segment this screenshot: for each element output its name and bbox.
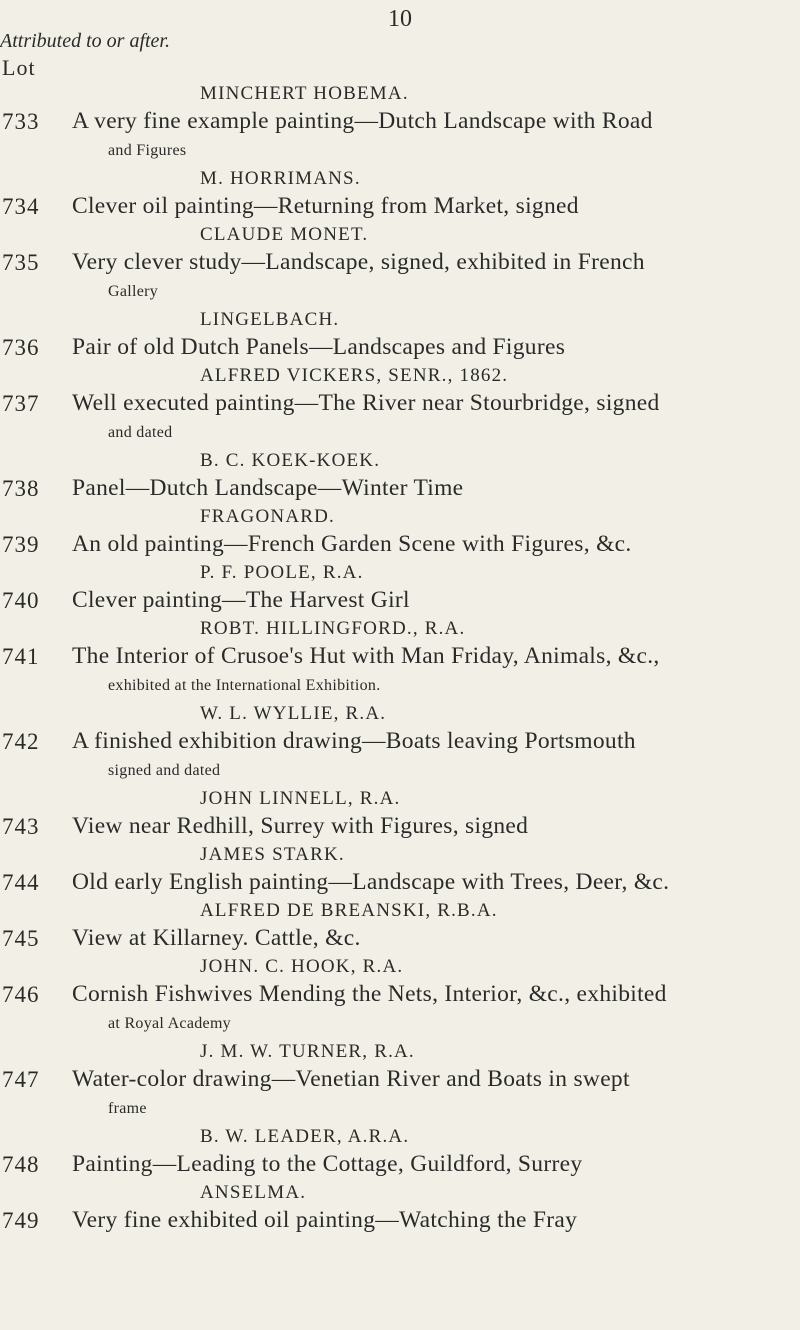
lot-entry <box>0 503 800 559</box>
description-line: Old early English painting—Landscape with Trees, Deer, &c. <box>72 869 670 895</box>
lot-row <box>0 727 800 785</box>
lot-description <box>72 389 790 447</box>
description-line: An old painting—French Garden Scene with Figures, &c. <box>72 531 632 557</box>
description-line: Gallery <box>108 283 159 300</box>
description-line: Painting—Leading to the Cottage, Guildford, Surrey <box>72 1151 583 1177</box>
lot-entry <box>0 80 800 165</box>
lot-row <box>0 530 800 559</box>
lot-entry <box>0 447 800 503</box>
description-line: exhibited at the International Exhibition. <box>108 677 381 694</box>
description-line: Well executed painting—The River near Stourbridge, signed <box>72 390 660 416</box>
lot-description <box>72 333 790 362</box>
lot-number: 746 <box>2 982 40 1007</box>
lot-row <box>0 248 800 306</box>
lot-row <box>0 474 800 503</box>
lot-list <box>0 80 800 1235</box>
artist-name: JAMES STARK. <box>200 844 345 865</box>
lot-number: 745 <box>2 926 40 951</box>
artist-name: J. M. W. TURNER, R.A. <box>200 1041 415 1062</box>
description-line: Cornish Fishwives Mending the Nets, Interior, &c., exhibited <box>72 981 667 1007</box>
lot-column-heading: Lot <box>2 55 36 80</box>
lot-number: 733 <box>2 109 40 134</box>
lot-entry <box>0 953 800 1038</box>
lot-entry <box>0 362 800 447</box>
lot-row <box>0 924 800 953</box>
description-line: signed and dated <box>108 762 221 779</box>
lot-description <box>72 1206 790 1235</box>
lot-description <box>72 586 790 615</box>
artist-name: MINCHERT HOBEMA. <box>200 83 409 104</box>
lot-description <box>72 727 790 785</box>
description-line: frame <box>108 1100 147 1117</box>
lot-entry <box>0 221 800 306</box>
artist-name: W. L. WYLLIE, R.A. <box>200 703 387 724</box>
artist-name: B. C. KOEK-KOEK. <box>200 450 381 471</box>
description-line: Water-color drawing—Venetian River and Boats in swept <box>72 1066 630 1092</box>
lot-description <box>72 1065 790 1123</box>
lot-description <box>72 474 790 503</box>
lot-row <box>0 1206 800 1235</box>
lot-number: 742 <box>2 729 40 754</box>
lot-description <box>72 107 790 165</box>
lot-description <box>72 868 790 897</box>
lot-row <box>0 192 800 221</box>
artist-name: P. F. POOLE, R.A. <box>200 562 364 583</box>
lot-number: 735 <box>2 250 40 275</box>
description-line: View near Redhill, Surrey with Figures, signed <box>72 813 529 839</box>
lot-row <box>0 980 800 1038</box>
lot-entry <box>0 785 800 841</box>
description-line: and dated <box>108 424 173 441</box>
lot-row <box>0 389 800 447</box>
lot-number: 737 <box>2 391 40 416</box>
lot-number: 747 <box>2 1067 40 1092</box>
artist-name: ALFRED DE BREANSKI, R.B.A. <box>200 900 498 921</box>
description-line: A finished exhibition drawing—Boats leaving Portsmouth <box>72 728 636 754</box>
header-note: Attributed to or after. <box>0 30 170 52</box>
lot-number: 739 <box>2 532 40 557</box>
lot-entry <box>0 841 800 897</box>
artist-name: CLAUDE MONET. <box>200 224 369 245</box>
lot-entry <box>0 306 800 362</box>
lot-description <box>72 812 790 841</box>
description-line: and Figures <box>108 142 187 159</box>
description-line: View at Killarney. Cattle, &c. <box>72 925 361 951</box>
lot-entry <box>0 615 800 700</box>
description-line: Clever painting—The Harvest Girl <box>72 587 410 613</box>
lot-row <box>0 868 800 897</box>
lot-description <box>72 980 790 1038</box>
lot-entry <box>0 1038 800 1123</box>
artist-name: M. HORRIMANS. <box>200 168 361 189</box>
lot-number: 736 <box>2 335 40 360</box>
description-line: Panel—Dutch Landscape—Winter Time <box>72 475 464 501</box>
artist-name: JOHN LINNELL, R.A. <box>200 788 401 809</box>
lot-row <box>0 1150 800 1179</box>
lot-description <box>72 642 790 700</box>
lot-number: 734 <box>2 194 40 219</box>
artist-name: ROBT. HILLINGFORD., R.A. <box>200 618 466 639</box>
lot-row <box>0 107 800 165</box>
description-line: Pair of old Dutch Panels—Landscapes and Figures <box>72 334 566 360</box>
lot-entry <box>0 700 800 785</box>
lot-entry <box>0 559 800 615</box>
description-line: at Royal Academy <box>108 1015 231 1032</box>
artist-name: B. W. LEADER, A.R.A. <box>200 1126 410 1147</box>
lot-row <box>0 812 800 841</box>
lot-number: 743 <box>2 814 40 839</box>
lot-number: 738 <box>2 476 40 501</box>
description-line: Very fine exhibited oil painting—Watching the Fray <box>72 1207 578 1233</box>
lot-entry <box>0 165 800 221</box>
lot-row <box>0 333 800 362</box>
lot-description <box>72 924 790 953</box>
description-line: Clever oil painting—Returning from Market, signed <box>72 193 579 219</box>
lot-number: 749 <box>2 1208 40 1233</box>
description-line: The Interior of Crusoe's Hut with Man Friday, Animals, &c., <box>72 643 660 669</box>
lot-row <box>0 1065 800 1123</box>
artist-name: ANSELMA. <box>200 1182 307 1203</box>
lot-entry <box>0 1179 800 1235</box>
lot-entry <box>0 1123 800 1179</box>
artist-name: JOHN. C. HOOK, R.A. <box>200 956 404 977</box>
lot-description <box>72 248 790 306</box>
lot-number: 740 <box>2 588 40 613</box>
lot-description <box>72 1150 790 1179</box>
artist-name: ALFRED VICKERS, SENR., 1862. <box>200 365 509 386</box>
page-number: 10 <box>388 6 412 32</box>
lot-description <box>72 530 790 559</box>
lot-row <box>0 642 800 700</box>
description-line: A very fine example painting—Dutch Landscape with Road <box>72 108 653 134</box>
lot-description <box>72 192 790 221</box>
artist-name: LINGELBACH. <box>200 309 340 330</box>
description-line: Very clever study—Landscape, signed, exhibited in French <box>72 249 645 275</box>
lot-row <box>0 586 800 615</box>
lot-number: 748 <box>2 1152 40 1177</box>
lot-entry <box>0 897 800 953</box>
lot-number: 744 <box>2 870 40 895</box>
lot-number: 741 <box>2 644 40 669</box>
artist-name: FRAGONARD. <box>200 506 335 527</box>
